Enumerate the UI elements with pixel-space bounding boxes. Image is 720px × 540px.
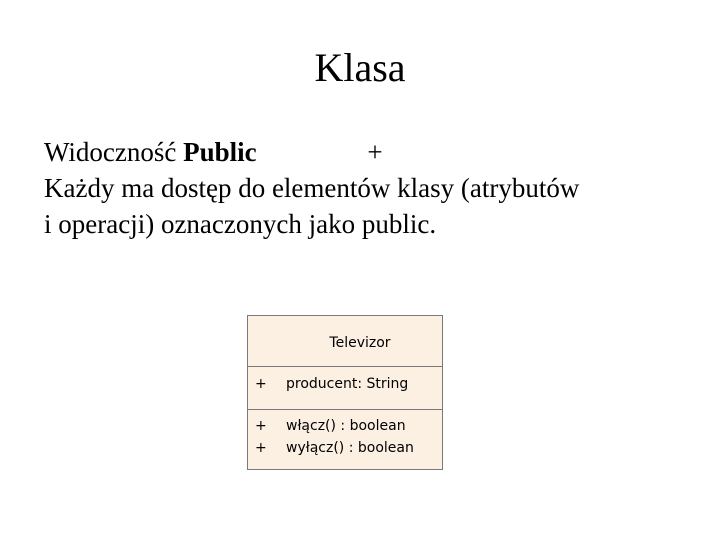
uml-visibility-marker: + xyxy=(255,418,267,434)
uml-operation-text: wyłącz() : boolean xyxy=(286,440,414,456)
uml-visibility-marker: + xyxy=(255,376,267,392)
slide-body xyxy=(44,134,704,242)
visibility-name: Public xyxy=(183,137,257,167)
description-line-1: Każdy ma dostęp do elementów klasy (atrybutów xyxy=(44,173,580,203)
uml-operation-row xyxy=(248,415,442,437)
uml-visibility-marker: + xyxy=(255,440,267,456)
description-line-2: i operacji) oznaczonych jako public. xyxy=(44,209,437,239)
uml-attribute-row xyxy=(248,373,442,395)
visibility-symbol: + xyxy=(367,137,383,167)
uml-attribute-text: producent: String xyxy=(286,376,409,392)
uml-attributes-section xyxy=(248,367,442,410)
uml-operation-text: włącz() : boolean xyxy=(286,418,406,434)
uml-operation-row xyxy=(248,437,442,459)
uml-class-name: Televizor xyxy=(248,316,442,367)
visibility-line xyxy=(44,134,704,170)
slide-title: Klasa xyxy=(314,45,406,90)
visibility-label: Widoczność xyxy=(44,137,177,167)
uml-class-diagram xyxy=(247,315,443,470)
uml-operations-section xyxy=(248,410,442,459)
